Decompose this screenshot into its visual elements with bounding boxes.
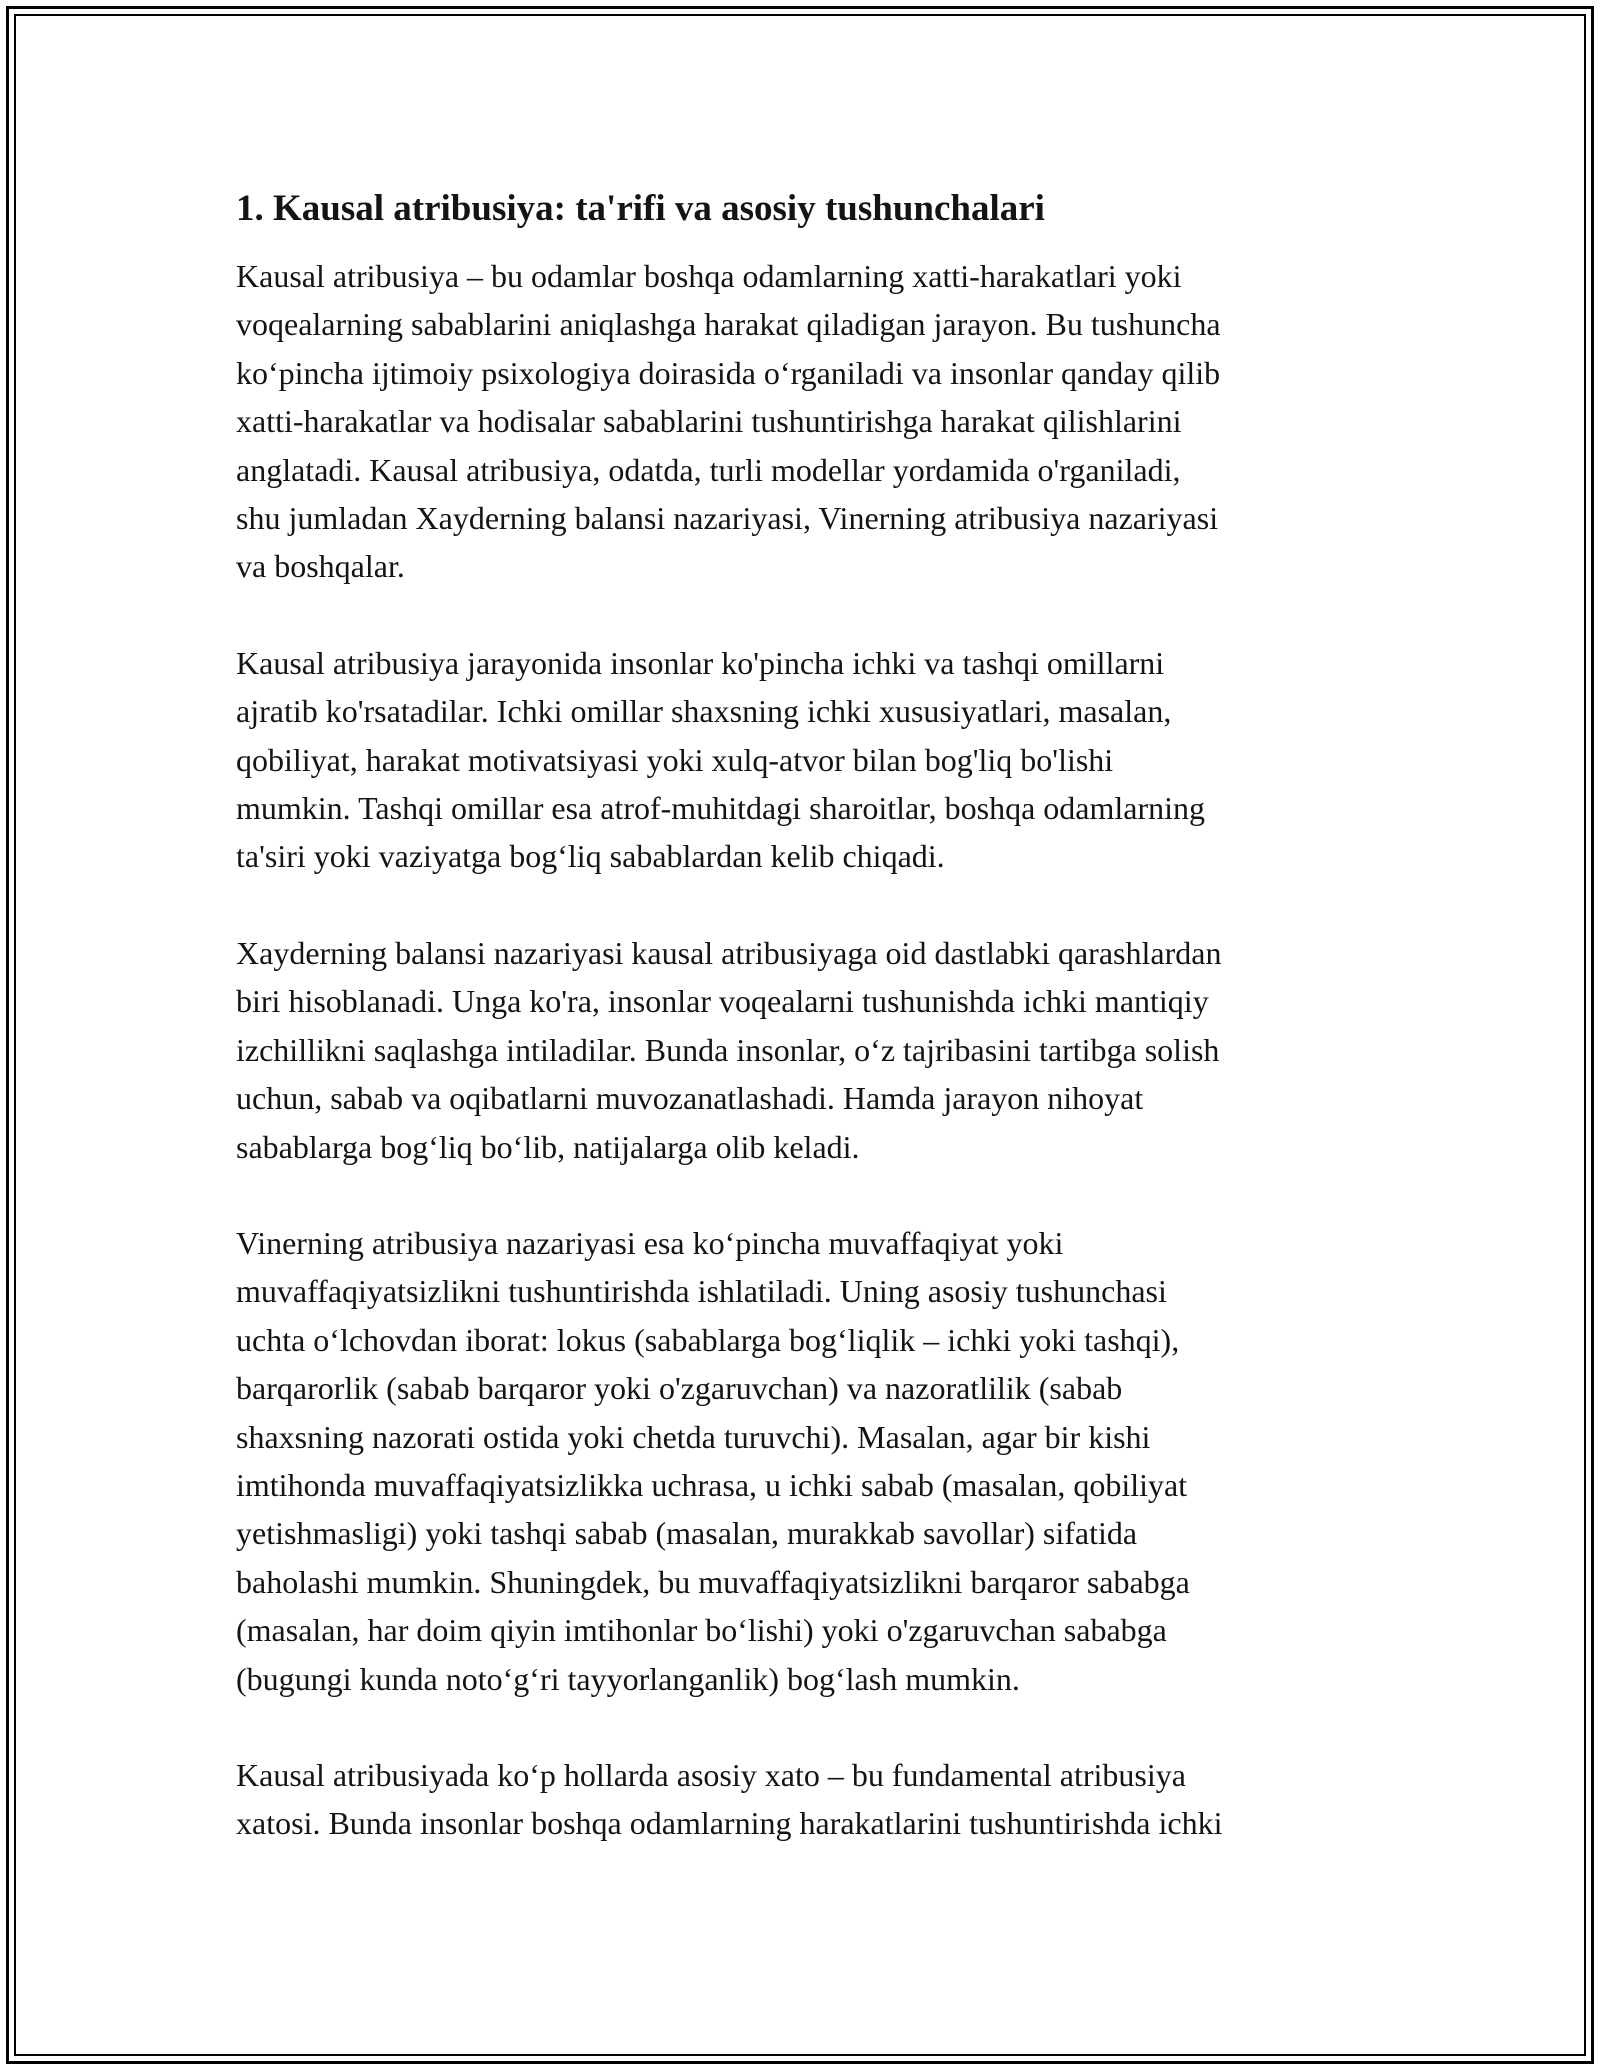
section-heading: 1. Kausal atribusiya: ta'rifi va asosiy tushunchalari: [236, 188, 1045, 229]
paragraph-line: Kausal atribusiyada ko‘p hollarda asosiy xato – bu fundamental atribusiya: [236, 1756, 1186, 1793]
paragraph-line: ta'siri yoki vaziyatga bog‘liq sabablardan kelib chiqadi.: [236, 838, 945, 875]
paragraph-line: Vinerning atribusiya nazariyasi esa ko‘pincha muvaffaqiyat yoki: [236, 1224, 1064, 1261]
paragraph-line: baholashi mumkin. Shuningdek, bu muvaffaqiyatsizlikni barqaror sababga: [236, 1563, 1190, 1600]
paragraph-line: ko‘pincha ijtimoiy psixologiya doirasida o‘rganiladi va insonlar qanday qilib: [236, 354, 1221, 391]
paragraph-line: qobiliyat, harakat motivatsiyasi yoki xulq-atvor bilan bog'liq bo'lishi: [236, 741, 1114, 778]
body-paragraph: [236, 639, 1376, 881]
paragraph-line: (bugungi kunda noto‘g‘ri tayyorlanganlik) bog‘lash mumkin.: [236, 1660, 1020, 1697]
paragraph-line: shaxsning nazorati ostida yoki chetda turuvchi). Masalan, agar bir kishi: [236, 1418, 1151, 1455]
paragraph-line: ajratib ko'rsatadilar. Ichki omillar shaxsning ichki xususiyatlari, masalan,: [236, 693, 1172, 730]
paragraph-line: sabablarga bog‘liq bo‘lib, natijalarga olib keladi.: [236, 1128, 860, 1165]
paragraph-line: izchillikni saqlashga intiladilar. Bunda insonlar, o‘z tajribasini tartibga solish: [236, 1031, 1220, 1068]
paragraph-line: shu jumladan Xayderning balansi nazariyasi, Vinerning atribusiya nazariyasi: [236, 500, 1219, 537]
paragraph-line: (masalan, har doim qiyin imtihonlar bo‘lishi) yoki o'zgaruvchan sababga: [236, 1612, 1167, 1649]
paragraph-line: muvaffaqiyatsizlikni tushuntirishda ishlatiladi. Uning asosiy tushunchasi: [236, 1273, 1167, 1310]
paragraph-line: voqealarning sabablarini aniqlashga harakat qiladigan jarayon. Bu tushuncha: [236, 306, 1221, 343]
paragraph-line: uchta o‘lchovdan iborat: lokus (sabablarga bog‘liqlik – ichki yoki tashqi),: [236, 1321, 1180, 1358]
body-paragraph: [236, 1219, 1376, 1703]
paragraph-line: yetishmasligi) yoki tashqi sabab (masalan, murakkab savollar) sifatida: [236, 1515, 1138, 1552]
paragraph-line: imtihonda muvaffaqiyatsizlikka uchrasa, u ichki sabab (masalan, qobiliyat: [236, 1466, 1188, 1503]
paragraph-line: barqarorlik (sabab barqaror yoki o'zgaruvchan) va nazoratlilik (sabab: [236, 1370, 1123, 1407]
paragraph-line: Kausal atribusiya – bu odamlar boshqa odamlarning xatti-harakatlari yoki: [236, 258, 1182, 294]
paragraph-line: Xayderning balansi nazariyasi kausal atribusiyaga oid dastlabki qarashlardan: [236, 934, 1222, 971]
paragraph-line: xatosi. Bunda insonlar boshqa odamlarning harakatlarini tushuntirishda ichki: [236, 1805, 1223, 1842]
body-paragraph: [236, 929, 1376, 1171]
body-paragraph: [236, 252, 1376, 591]
paragraph-line: uchun, sabab va oqibatlarni muvozanatlashadi. Hamda jarayon nihoyat: [236, 1080, 1144, 1117]
paragraph-line: xatti-harakatlar va hodisalar sabablarini tushuntirishga harakat qilishlarini: [236, 403, 1182, 440]
paragraph-line: va boshqalar.: [236, 548, 405, 585]
paragraph-line: biri hisoblanadi. Unga ko'ra, insonlar voqealarni tushunishda ichki mantiqiy: [236, 983, 1209, 1020]
body-paragraph: [236, 1751, 1376, 1848]
paragraph-line: anglatadi. Kausal atribusiya, odatda, turli modellar yordamida o'rganiladi,: [236, 451, 1181, 488]
paragraph-list: [236, 252, 1376, 1848]
paragraph-line: Kausal atribusiya jarayonida insonlar ko'pincha ichki va tashqi omillarni: [236, 644, 1165, 681]
document-body: [236, 186, 1376, 1896]
paragraph-line: mumkin. Tashqi omillar esa atrof-muhitdagi sharoitlar, boshqa odamlarning: [236, 790, 1206, 827]
